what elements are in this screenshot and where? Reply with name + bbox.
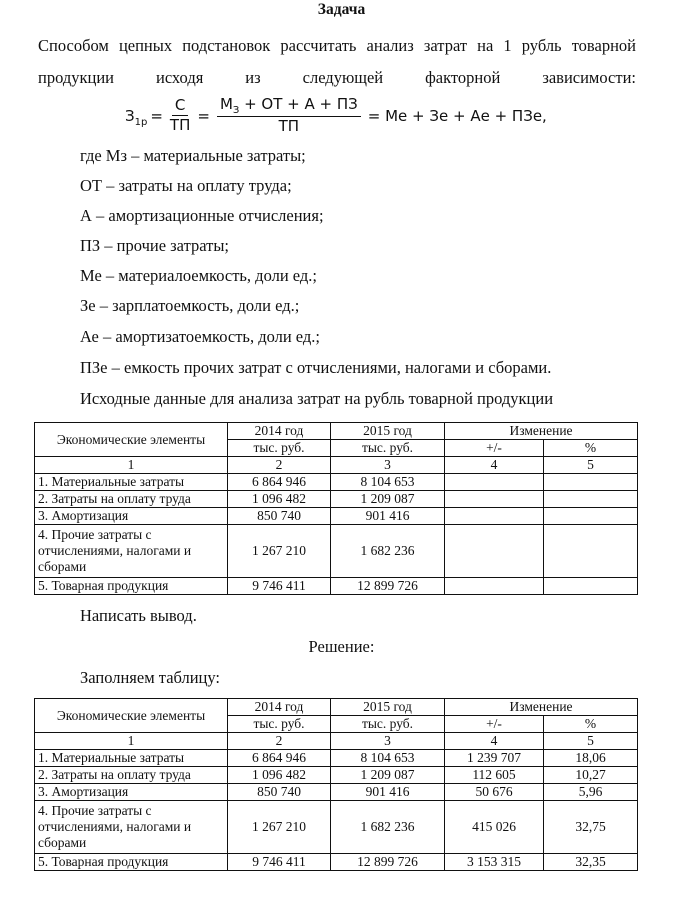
header-2014: 2014 год: [228, 699, 331, 716]
solution-title: Решение:: [308, 637, 375, 656]
definition-ae: Ае – амортизатоемкость, доли ед.;: [80, 327, 321, 346]
header-unit-2015: тыс. руб.: [331, 440, 445, 457]
header-2014: 2014 год: [228, 423, 331, 440]
header-unit-2014: тыс. руб.: [228, 440, 331, 457]
formula-fraction-2: $\frac{М_З + ОТ + А + ПЗ}{ТП}$: [217, 96, 361, 135]
formula-lhs: $З_{1р}$: [125, 106, 148, 128]
table-row: 2. Затраты на оплату труда 1 096 482 1 209 087 112 605 10,27: [35, 767, 638, 784]
header-diff: +/-: [445, 440, 544, 457]
header-change: Изменение: [445, 699, 638, 716]
header-pct: %: [544, 716, 638, 733]
definition-pz: ПЗ – прочие затраты;: [80, 236, 230, 255]
table-row: 4. Прочие затраты с отчислениями, налогами и сборами 1 267 210 1 682 236 415 026 32,75: [35, 801, 638, 854]
definition-ze: Зе – зарплатоемкость, доли ед.;: [80, 296, 300, 315]
formula-fraction-1: $\frac{С}{ТП}$: [169, 96, 191, 134]
definition-a: А – амортизационные отчисления;: [80, 206, 324, 225]
header-unit-2015: тыс. руб.: [331, 716, 445, 733]
table-row: 5. Товарная продукция 9 746 411 12 899 726 3 153 315 32,35: [35, 854, 638, 871]
factor-formula: $З_{1р}$ = $\frac{С}{ТП}$ = $\frac{М_З + ОТ + А + ПЗ}{ТП}$ = Ме + Зе + Ае + ПЗе,: [125, 95, 547, 135]
formula-rhs: = Ме + Зе + Ае + ПЗе,: [367, 106, 547, 125]
column-numbers-row: 1 2 3 4 5: [35, 457, 638, 474]
header-2015: 2015 год: [331, 699, 445, 716]
header-change: Изменение: [445, 423, 638, 440]
task-title: Задача: [317, 1, 366, 18]
definition-me: Ме – материалоемкость, доли ед.;: [80, 266, 318, 285]
source-data-table: [34, 422, 638, 595]
table-row: 2. Затраты на оплату труда 1 096 482 1 209 087: [35, 491, 638, 508]
table-row: 4. Прочие затраты с отчислениями, налогами и сборами 1 267 210 1 682 236: [35, 525, 638, 578]
definition-mz: где Мз – материальные затраты;: [80, 146, 306, 165]
definition-pze: ПЗе – емкость прочих затрат с отчислениями, налогами и сборами.: [80, 358, 552, 377]
table-row: 3. Амортизация 850 740 901 416: [35, 508, 638, 525]
table-row: 5. Товарная продукция 9 746 411 12 899 726: [35, 578, 638, 595]
table-row: 1. Материальные затраты 6 864 946 8 104 653: [35, 474, 638, 491]
header-unit-2014: тыс. руб.: [228, 716, 331, 733]
fill-table-text: Заполняем таблицу:: [80, 668, 221, 687]
header-elements: Экономические элементы: [35, 423, 228, 457]
table-row: 1. Материальные затраты 6 864 946 8 104 653 1 239 707 18,06: [35, 750, 638, 767]
task-intro: Способом цепных подстановок рассчитать анализ затрат на 1 рубль товарной продукции исходя из следующей факторной зависимости:: [38, 36, 636, 87]
column-numbers-row: 1 2 3 4 5: [35, 733, 638, 750]
table-caption: Исходные данные для анализа затрат на рубль товарной продукции: [80, 389, 554, 408]
header-diff: +/-: [445, 716, 544, 733]
definition-ot: ОТ – затраты на оплату труда;: [80, 176, 292, 195]
write-conclusion-text: Написать вывод.: [80, 606, 197, 625]
header-2015: 2015 год: [331, 423, 445, 440]
table-row: 3. Амортизация 850 740 901 416 50 676 5,96: [35, 784, 638, 801]
header-elements: Экономические элементы: [35, 699, 228, 733]
filled-data-table: [34, 698, 638, 871]
header-pct: %: [544, 440, 638, 457]
